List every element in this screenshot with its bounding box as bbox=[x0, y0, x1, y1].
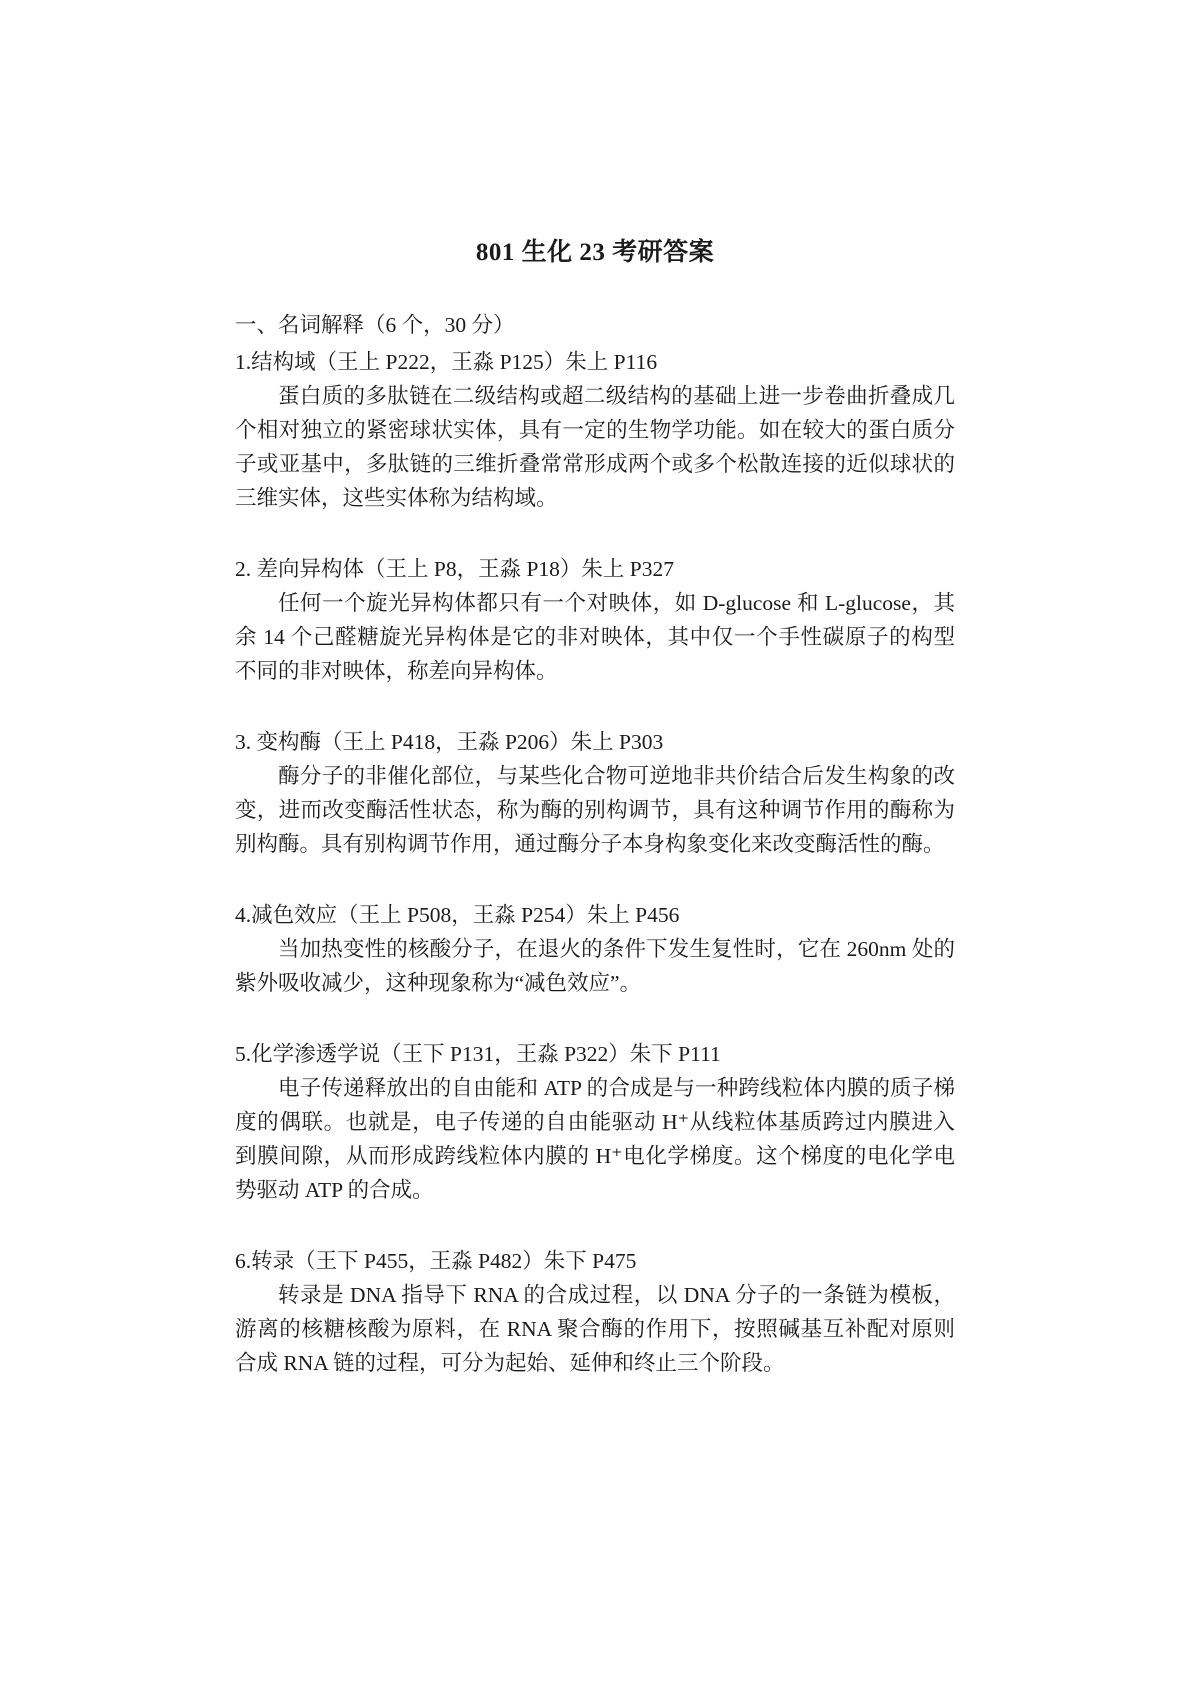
term-definition: 酶分子的非催化部位，与某些化合物可逆地非共价结合后发生构象的改变，进而改变酶活性状态，称为酶的别构调节，具有这种调节作用的酶称为别构酶。具有别构调节作用，通过酶分子本身构象变化来改变酶活性的酶。 bbox=[235, 764, 955, 856]
term-item bbox=[235, 1037, 955, 1207]
term-definition: 电子传递释放出的自由能和 ATP 的合成是与一种跨线粒体内膜的质子梯度的偶联。也就是，电子传递的自由能驱动 H⁺从线粒体基质跨过内膜进入到膜间隙，从而形成跨线粒体内膜的 H⁺电化学梯度。这个梯度的电化学电势驱动 ATP 的合成。 bbox=[235, 1076, 955, 1202]
term-item bbox=[235, 725, 955, 861]
term-item bbox=[235, 898, 955, 1000]
term-heading: 4.减色效应（王上 P508，王淼 P254）朱上 P456 bbox=[235, 903, 680, 927]
document-title: 801 生化 23 考研答案 bbox=[475, 239, 715, 266]
term-definition: 蛋白质的多肽链在二级结构或超二级结构的基础上进一步卷曲折叠成几个相对独立的紧密球状实体，具有一定的生物学功能。如在较大的蛋白质分子或亚基中，多肽链的三维折叠常常形成两个或多个松散连接的近似球状的三维实体，这些实体称为结构域。 bbox=[235, 384, 955, 510]
term-item bbox=[235, 1244, 955, 1380]
section-heading: 一、名词解释（6 个，30 分） bbox=[235, 313, 515, 337]
term-definition: 转录是 DNA 指导下 RNA 的合成过程，以 DNA 分子的一条链为模板，游离的核糖核酸为原料，在 RNA 聚合酶的作用下，按照碱基互补配对原则合成 RNA 链的过程，可分为起始、延伸和终止三个阶段。 bbox=[235, 1283, 955, 1375]
term-item bbox=[235, 345, 955, 515]
term-definition: 当加热变性的核酸分子，在退火的条件下发生复性时，它在 260nm 处的紫外吸收减少，这种现象称为“减色效应”。 bbox=[235, 937, 955, 995]
term-heading: 3. 变构酶（王上 P418，王淼 P206）朱上 P303 bbox=[235, 730, 664, 754]
term-item bbox=[235, 552, 955, 688]
term-definition: 任何一个旋光异构体都只有一个对映体，如 D-glucose 和 L-glucose，其余 14 个己醛糖旋光异构体是它的非对映体，其中仅一个手性碳原子的构型不同的非对映体，称差向异构体。 bbox=[235, 591, 955, 683]
term-heading: 1.结构域（王上 P222，王淼 P125）朱上 P116 bbox=[235, 350, 658, 374]
term-heading: 6.转录（王下 P455，王淼 P482）朱下 P475 bbox=[235, 1249, 637, 1273]
document-content bbox=[235, 308, 955, 1380]
term-heading: 5.化学渗透学说（王下 P131，王淼 P322）朱下 P111 bbox=[235, 1042, 721, 1066]
term-heading: 2. 差向异构体（王上 P8，王淼 P18）朱上 P327 bbox=[235, 557, 674, 581]
